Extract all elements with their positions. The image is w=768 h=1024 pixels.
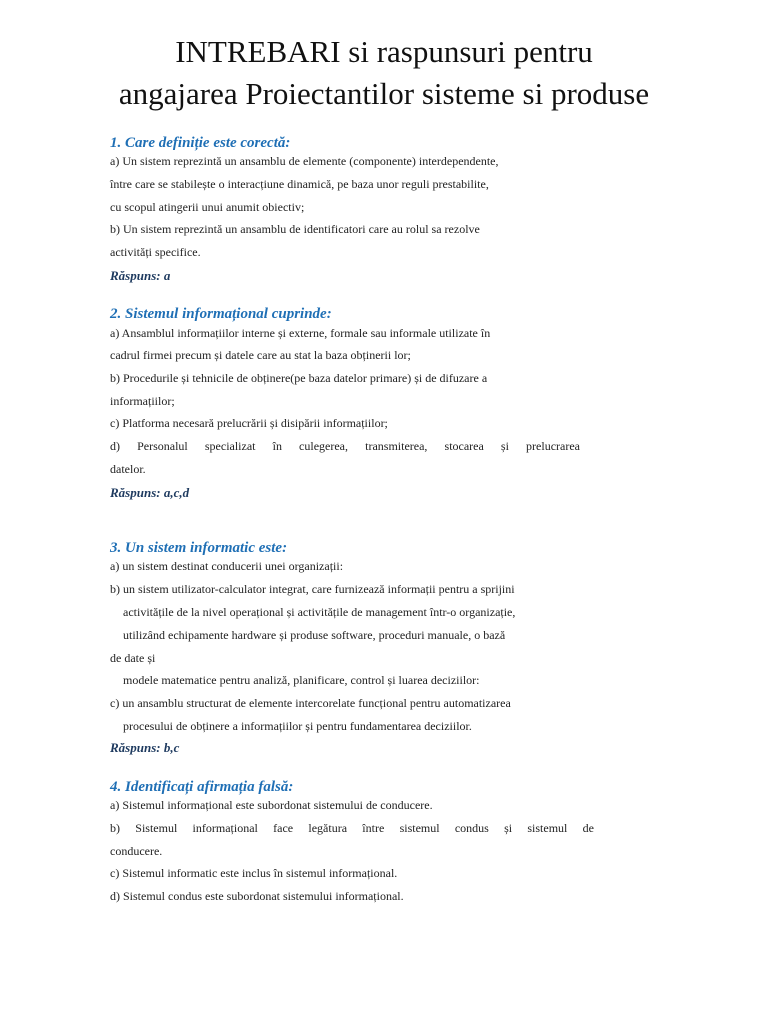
question-3-line: utilizând echipamente hardware și produse software, proceduri manuale, o bază	[123, 628, 506, 642]
question-3-line: c) un ansamblu structurat de elemente intercorelate funcțional pentru automatizarea	[110, 696, 511, 710]
question-2-answer: Răspuns: a,c,d	[110, 485, 190, 500]
question-2-line: cadrul firmei precum și datele care au stat la baza obținerii lor;	[110, 348, 411, 362]
question-2-line: b) Procedurile și tehnicile de obținere(pe baza datelor primare) și de difuzare a	[110, 371, 488, 385]
question-1-answer: Răspuns: a	[110, 268, 171, 283]
question-3-line: activitățile de la nivel operațional și activitățile de management într-o organizație,	[123, 605, 516, 619]
question-3-answer: Răspuns: b,c	[110, 740, 180, 755]
question-1-line: activități specifice.	[110, 245, 201, 259]
question-4-line: d) Sistemul condus este subordonat sistemului informațional.	[110, 889, 404, 903]
question-2-line: d) Personalul specializat în culegerea, transmiterea, stocarea și prelucrarea	[110, 439, 580, 453]
question-1-heading: 1. Care definiție este corectă:	[110, 135, 291, 151]
question-1-line: b) Un sistem reprezintă un ansamblu de identificatori care au rolul sa rezolve	[110, 222, 480, 236]
question-4-line: b) Sistemul informațional face legătura între sistemul condus și sistemul de	[110, 821, 594, 835]
question-2-line: informațiilor;	[110, 394, 175, 408]
question-1-line: între care se stabilește o interacțiune dinamică, pe baza unor reguli prestabilite,	[110, 177, 489, 191]
document-title-line-2: angajarea Proiectantilor sisteme si produse	[118, 76, 650, 111]
question-4-line: c) Sistemul informatic este inclus în sistemul informațional.	[110, 866, 398, 880]
question-3-line: b) un sistem utilizator-calculator integrat, care furnizează informații pentru a sprijini	[110, 582, 515, 596]
question-2-heading: 2. Sistemul informațional cuprinde:	[110, 306, 332, 322]
question-4-heading: 4. Identificați afirmația falsă:	[110, 779, 294, 795]
question-1-line: a) Un sistem reprezintă un ansamblu de elemente (componente) interdependente,	[110, 154, 499, 168]
question-2-line: a) Ansamblul informațiilor interne și externe, formale sau informale utilizate în	[110, 326, 491, 340]
question-2-line: datelor.	[110, 462, 146, 476]
question-2-line: c) Platforma necesară prelucrării și disipării informațiilor;	[110, 416, 388, 430]
question-3-line: procesului de obținere a informațiilor și pentru fundamentarea deciziilor.	[123, 719, 472, 733]
document-title-line-1: INTREBARI si raspunsuri pentru	[175, 34, 593, 69]
question-3-heading: 3. Un sistem informatic este:	[110, 540, 288, 556]
question-3-line: modele matematice pentru analiză, planificare, control și luarea deciziilor:	[123, 673, 480, 687]
question-4-line: conducere.	[110, 844, 163, 858]
question-4-line: a) Sistemul informațional este subordonat sistemului de conducere.	[110, 798, 433, 812]
question-1-line: cu scopul atingerii unui anumit obiectiv;	[110, 200, 305, 214]
question-3-line: de date și	[110, 651, 156, 665]
question-3-line: a) un sistem destinat conducerii unei organizații:	[110, 559, 344, 573]
